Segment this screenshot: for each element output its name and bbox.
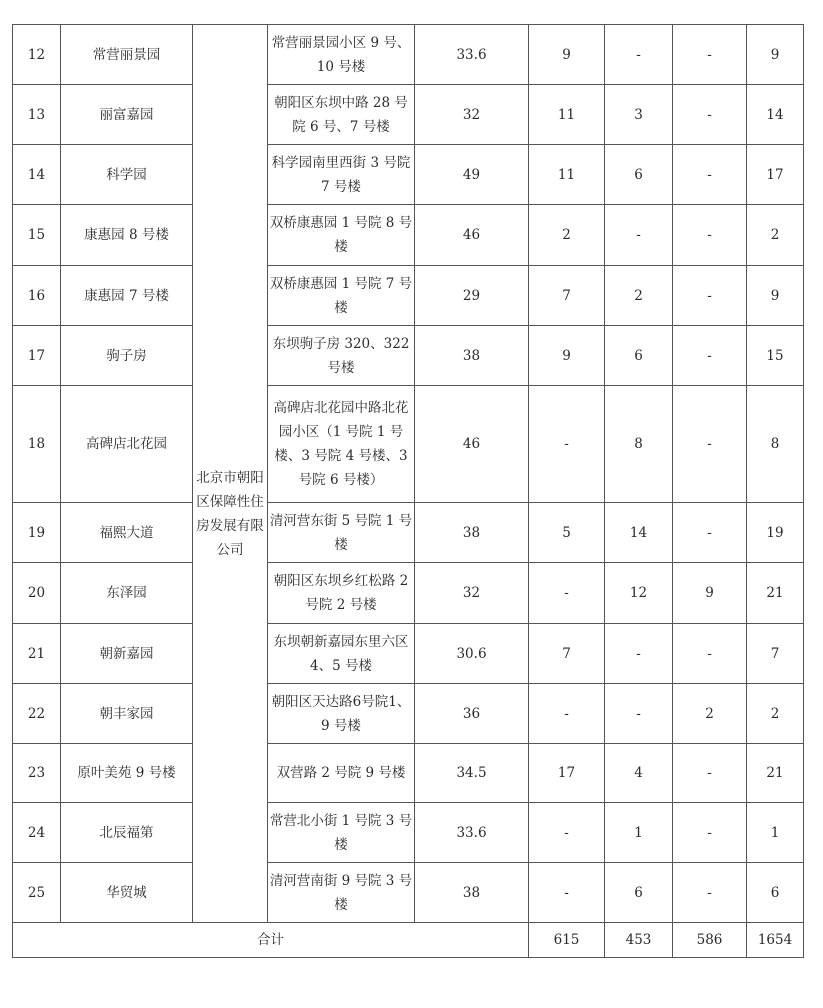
project-address: 高碑店北花园中路北花园小区（1 号院 1 号楼、3 号院 4 号楼、3 号院 6 号楼）	[268, 386, 415, 503]
row-number: 24	[13, 803, 61, 863]
table-row	[13, 266, 804, 326]
row-number: 23	[13, 744, 61, 803]
row-number: 13	[13, 85, 61, 145]
project-address: 朝阳区天达路6号院1、9 号楼	[268, 684, 415, 744]
project-address: 朝阳区东坝乡红松路 2 号院 2 号楼	[268, 563, 415, 624]
unit-area: 32	[415, 85, 529, 145]
count-col-3: 2	[673, 684, 747, 744]
table-row	[13, 205, 804, 266]
project-name: 康惠园 7 号楼	[61, 266, 193, 326]
project-name: 常营丽景园	[61, 25, 193, 85]
project-name: 丽富嘉园	[61, 85, 193, 145]
unit-area: 46	[415, 205, 529, 266]
row-total: 15	[747, 326, 804, 386]
count-col-3: -	[673, 386, 747, 503]
count-col-2: 12	[605, 563, 673, 624]
row-number: 22	[13, 684, 61, 744]
count-col-3: -	[673, 85, 747, 145]
unit-area: 46	[415, 386, 529, 503]
row-total: 9	[747, 266, 804, 326]
summary-c3: 586	[673, 923, 747, 958]
count-col-1: -	[529, 684, 605, 744]
project-name: 东泽园	[61, 563, 193, 624]
row-total: 21	[747, 744, 804, 803]
unit-area: 32	[415, 563, 529, 624]
unit-area: 36	[415, 684, 529, 744]
count-col-3: -	[673, 326, 747, 386]
table-row	[13, 863, 804, 923]
unit-area: 33.6	[415, 803, 529, 863]
count-col-3: -	[673, 145, 747, 205]
unit-area: 30.6	[415, 624, 529, 684]
housing-table	[12, 24, 804, 958]
project-name: 高碑店北花园	[61, 386, 193, 503]
count-col-2: 6	[605, 863, 673, 923]
row-number: 18	[13, 386, 61, 503]
table-row	[13, 145, 804, 205]
count-col-2: -	[605, 624, 673, 684]
count-col-1: -	[529, 386, 605, 503]
count-col-3: -	[673, 744, 747, 803]
table-row	[13, 563, 804, 624]
table-row	[13, 25, 804, 85]
table-row	[13, 326, 804, 386]
row-number: 12	[13, 25, 61, 85]
project-address: 双营路 2 号院 9 号楼	[268, 744, 415, 803]
count-col-3: -	[673, 803, 747, 863]
count-col-1: 7	[529, 624, 605, 684]
project-address: 科学园南里西街 3 号院 7 号楼	[268, 145, 415, 205]
row-number: 25	[13, 863, 61, 923]
summary-label: 合计	[13, 923, 529, 958]
project-name: 驹子房	[61, 326, 193, 386]
count-col-1: -	[529, 863, 605, 923]
count-col-1: 11	[529, 85, 605, 145]
row-number: 15	[13, 205, 61, 266]
project-address: 常营北小街 1 号院 3 号楼	[268, 803, 415, 863]
row-total: 7	[747, 624, 804, 684]
row-total: 1	[747, 803, 804, 863]
table-row	[13, 744, 804, 803]
table-row	[13, 803, 804, 863]
project-address: 朝阳区东坝中路 28 号院 6 号、7 号楼	[268, 85, 415, 145]
row-number: 20	[13, 563, 61, 624]
row-number: 17	[13, 326, 61, 386]
row-number: 16	[13, 266, 61, 326]
row-total: 8	[747, 386, 804, 503]
project-name: 北辰福第	[61, 803, 193, 863]
count-col-2: -	[605, 205, 673, 266]
project-address: 东坝驹子房 320、322 号楼	[268, 326, 415, 386]
count-col-2: 4	[605, 744, 673, 803]
project-name: 华贸城	[61, 863, 193, 923]
count-col-3: -	[673, 503, 747, 563]
count-col-2: -	[605, 25, 673, 85]
count-col-3: 9	[673, 563, 747, 624]
row-number: 19	[13, 503, 61, 563]
table-row	[13, 624, 804, 684]
unit-area: 33.6	[415, 25, 529, 85]
project-address: 双桥康惠园 1 号院 8 号楼	[268, 205, 415, 266]
count-col-2: 2	[605, 266, 673, 326]
count-col-1: 17	[529, 744, 605, 803]
row-number: 14	[13, 145, 61, 205]
project-address: 东坝朝新嘉园东里六区 4、5 号楼	[268, 624, 415, 684]
table-row	[13, 85, 804, 145]
project-name: 科学园	[61, 145, 193, 205]
company-name: 北京市朝阳区保障性住房发展有限公司	[193, 25, 268, 923]
row-total: 19	[747, 503, 804, 563]
table-row	[13, 684, 804, 744]
count-col-3: -	[673, 624, 747, 684]
row-total: 9	[747, 25, 804, 85]
project-name: 康惠园 8 号楼	[61, 205, 193, 266]
project-address: 清河营东街 5 号院 1 号楼	[268, 503, 415, 563]
count-col-3: -	[673, 863, 747, 923]
unit-area: 38	[415, 326, 529, 386]
unit-area: 34.5	[415, 744, 529, 803]
count-col-2: 6	[605, 326, 673, 386]
project-address: 清河营南街 9 号院 3 号楼	[268, 863, 415, 923]
row-total: 2	[747, 684, 804, 744]
row-total: 14	[747, 85, 804, 145]
table-row	[13, 386, 804, 503]
project-address: 双桥康惠园 1 号院 7 号楼	[268, 266, 415, 326]
count-col-1: 7	[529, 266, 605, 326]
row-total: 17	[747, 145, 804, 205]
count-col-1: -	[529, 563, 605, 624]
row-total: 21	[747, 563, 804, 624]
count-col-3: -	[673, 266, 747, 326]
project-name: 朝丰家园	[61, 684, 193, 744]
count-col-1: 9	[529, 326, 605, 386]
count-col-2: -	[605, 684, 673, 744]
count-col-1: 11	[529, 145, 605, 205]
count-col-3: -	[673, 25, 747, 85]
count-col-2: 14	[605, 503, 673, 563]
row-total: 2	[747, 205, 804, 266]
unit-area: 49	[415, 145, 529, 205]
summary-c2: 453	[605, 923, 673, 958]
project-name: 福熙大道	[61, 503, 193, 563]
project-name: 原叶美苑 9 号楼	[61, 744, 193, 803]
count-col-2: 1	[605, 803, 673, 863]
count-col-2: 3	[605, 85, 673, 145]
summary-row	[13, 923, 804, 958]
unit-area: 38	[415, 503, 529, 563]
unit-area: 38	[415, 863, 529, 923]
project-name: 朝新嘉园	[61, 624, 193, 684]
count-col-3: -	[673, 205, 747, 266]
row-total: 6	[747, 863, 804, 923]
unit-area: 29	[415, 266, 529, 326]
count-col-2: 6	[605, 145, 673, 205]
summary-total: 1654	[747, 923, 804, 958]
project-address: 常营丽景园小区 9 号、10 号楼	[268, 25, 415, 85]
count-col-1: -	[529, 803, 605, 863]
count-col-1: 9	[529, 25, 605, 85]
table-row	[13, 503, 804, 563]
row-number: 21	[13, 624, 61, 684]
count-col-2: 8	[605, 386, 673, 503]
count-col-1: 2	[529, 205, 605, 266]
summary-c1: 615	[529, 923, 605, 958]
count-col-1: 5	[529, 503, 605, 563]
